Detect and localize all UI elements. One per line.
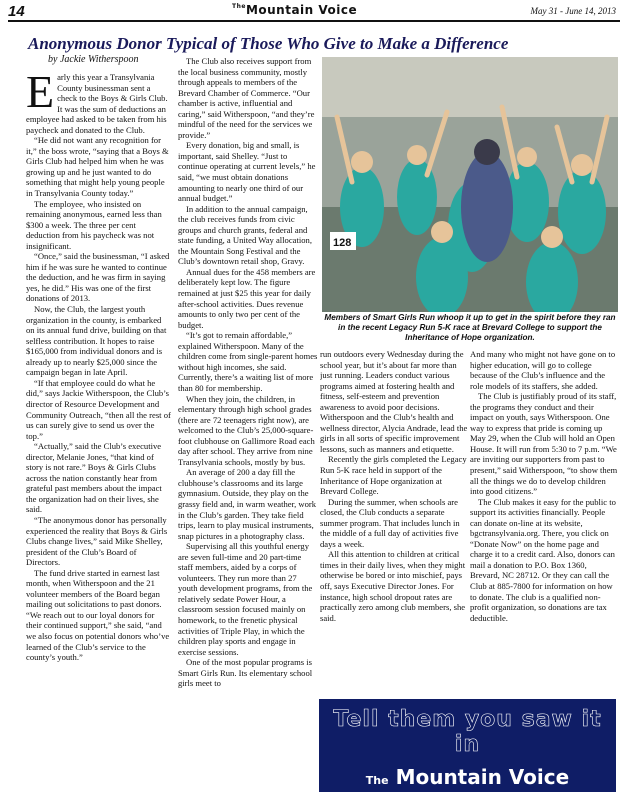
paragraph: The Club makes it easy for the public to support its activities financially. People can donate on-line at its website, bgctransylvania.org. There, you click on “Donate Now” on the home page and charge it to a credit card. Also, donors can mail a donation to P.O. Box 1360, Brevard, NC 28712. Or they can call the Club at 885-7800 for information on how to donate. The club is a qualified non-profit organization, so donations are tax deductible. [470,496,616,623]
ad-masthead [319,765,616,789]
article-column-4 [470,349,618,679]
page-number: 14 [8,3,25,20]
page-header [0,0,628,22]
masthead-title: Mountain Voice [245,3,358,17]
masthead-prefix: The [232,3,246,10]
paragraph: “He did not want any recognition for it,” the boss wrote, “saying that a Boys & Girls Club had helped him when he was growing up and he just wanted to do something that might help young people in Transylvania County today.” [26,135,169,199]
paragraph: Every donation, big and small, is important, said Shelley. “Just to continue operating at current levels,” he said, “we must obtain donations amounting to nearly one third of our annual budget.” [178,140,316,204]
photo-caption: Members of Smart Girls Run whoop it up to get in the spirit before they ran in the recent Legacy Run 5-K race at Brevard College to support the Inheritance of Hope organization. [324,313,616,342]
paragraph: arly this year a Transylvania County businessman sent a check to the Boys & Girls Club. It was the sum of deductions an employee had asked to be taken from his paycheck and donated to the Club. [26,72,168,135]
ad-tagline: Tell them you saw it in [333,707,602,757]
drop-cap: E [26,72,55,117]
paragraph: And many who might not have gone on to higher education, will go to college because of the Club’s influence and the role models of its staffers, she added. [470,349,616,391]
paragraph: The fund drive started in earnest last month, when Witherspoon and the 21 volunteer members of the Board began mailing out solicitations to past donors. “We reach out to our loyal donors for their continued support,” she said, “and we also focus on potential donors who’ve learned of the Club’s service to the county’s youth.” [26,567,170,663]
paragraph: “Once,” said the businessman, “I asked him if he was sure he wanted to continue the deduction, and he was firm in saying yes, he did.” His was one of the first donations of 2013. [26,251,170,304]
ad-masthead-title: Mountain Voice [395,765,570,789]
race-bib-number: 128 [333,237,352,249]
paragraph: The employee, who insisted on remaining anonymous, earned less than $300 a week. The three per cent deduction from his paycheck was not insignificant. [26,198,162,251]
paragraph: In addition to the annual campaign, the club receives funds from civic groups and church grants, federal and state funding, a United Way allocation, the Mountain Song Festival and the Club’s downtown retail shop, Gravy. [178,203,312,267]
paragraph: “It’s got to remain affordable,” explained Witherspoon. Many of the children come from single-parent homes without high incomes, she said. Currently, there’s a waiting list of more than 80 for membership. [178,330,318,393]
paragraph: The Club is justifiably proud of its staff, the programs they conduct and their impact on youth, says Witherspoon. One way to express that pride is coming up May 29, when the Club will hold an Open House. It will run from 5:30 to 7 p.m. “We are inviting our supporters from past to present,” said Witherspoon, “to show them all the things we do to develop children into good citizens.” [470,391,618,497]
smart-girls-run-photo [322,57,618,312]
article-column-1 [26,72,171,798]
ad-masthead-prefix: The [365,774,389,787]
paragraph: “The anonymous donor has personally experienced the reality that Boys & Girls Clubs change lives,” said Mike Shelley, president of the Club’s Board of Directors. [26,514,168,568]
paragraph: “Actually,” said the Club’s executive director, Melanie Jones, “that kind of story is not rare.” Boys & Girls Clubs across the nation constantly hear from grateful past members about the impact the organization had on their lives, she said. [26,441,162,515]
article-byline: by Jackie Witherspoon [48,54,139,65]
masthead [232,3,357,17]
paragraph: “If that employee could do what he did,” says Jackie Witherspoon, the Club’s director of Resource Development and Community Outreach, “then all the rest of us can surely give to send us over the top.” [26,377,171,441]
paragraph: All this attention to children at critical times in their daily lives, when they might otherwise be bored or into mischief, pays off, says Executive Director Jones. For instance, high school dropout rates are practically zero among club members, she said. [320,549,466,623]
article-headline: Anonymous Donor Typical of Those Who Give to Make a Difference [28,34,509,53]
paragraph: Supervising all this youthful energy are seven full-time and 20 part-time staff members, aided by a corps of volunteers. They run more than 27 youth development programs, from the relatively sedate Power Hour, a classroom session focused mainly on homework, to the frenetic physical activities of Triple Play, in which the children play sports and engage in exercise sessions. [178,541,313,657]
paragraph: One of the most popular programs is Smart Girls Run. Its elementary school girls meet to [178,657,313,689]
paragraph: When they join, the children, in elementary through high school grades (there are 72 teenagers right now), are welcomed to the Club’s 25,000-square-foot clubhouse on Gallimore Road each day after school. They arrive from nine Transylvania schools, mostly by bus. [178,393,315,467]
photo-illustration [322,57,618,312]
issue-date: May 31 - June 14, 2013 [530,6,616,16]
paragraph: During the summer, when schools are closed, the Club conducts a separate summer program. That includes lunch in the middle of a full day of activities five days a week. [320,496,460,549]
paragraph: Annual dues for the 458 members are deliberately kept low. The figure remained at just $25 this year for daily after-school activities. Dues revenue amounts to only two per cent of the budget. [178,266,316,330]
paragraph: The Club also receives support from the local business community, mostly through appeals to members of the Brevard Chamber of Commerce. “Our chamber is active, influential and caring,” said Witherspoon, “and they’re mindful of the need for the services we provide.” [178,56,315,140]
house-ad [319,699,616,792]
article-column-2 [178,56,318,798]
header-rule [8,20,620,22]
paragraph: run outdoors every Wednesday during the school year, but it’s about far more than just running. Leaders conduct various programs aimed at fostering health and fitness, self-esteem and prevention awareness to avoid poor decisions. Witherspoon and the Club’s health and wellness director, Alycia Andrade, lead the girls in all sorts of specific improvement lessons, such as manners and etiquette. [320,349,468,454]
paragraph: Now, the Club, the largest youth organization in the county, is embarked on its annual fund drive, building on that selfless contribution. It hopes to raise $165,000 from individual donors and is already up to nearly $25,000 since the campaign began in late April. [26,304,167,378]
paragraph: Recently the girls completed the Legacy Run 5-K race held in support of the Inheritance of Hope organization at Brevard College. [320,454,467,497]
paragraph: An average of 200 a day fill the clubhouse’s classrooms and its large gymnasium. Outside, they play on the grassy field and, in warm weather, work in the Club’s garden. They take field trips, learn to play musical instruments, snap pictures in a photography class. [178,467,317,541]
